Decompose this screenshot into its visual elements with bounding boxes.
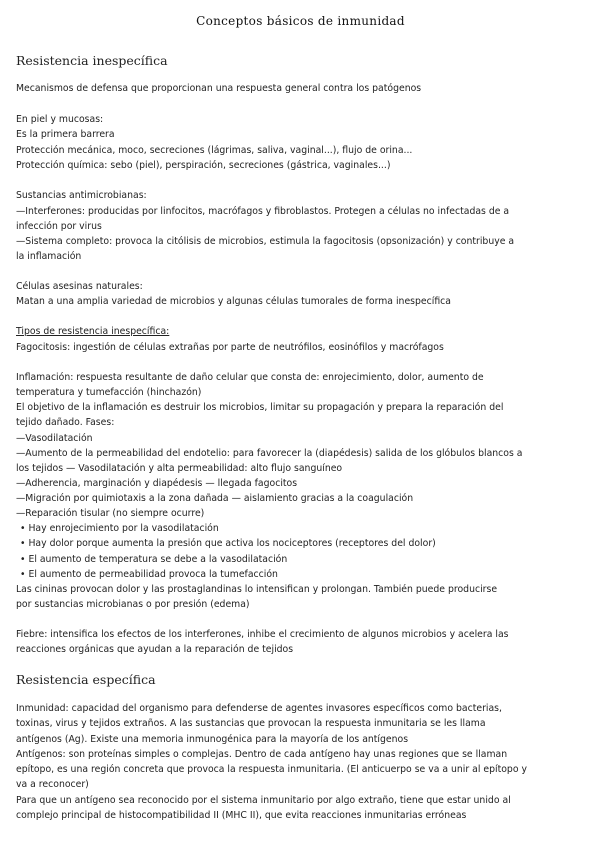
page-title: Conceptos básicos de inmunidad — [196, 14, 405, 28]
text-line: —Migración por quimiotaxis a la zona dañada — aislamiento gracias a la coagulación — [16, 493, 414, 504]
text-line: Es la primera barrera — [16, 129, 115, 140]
text-line: —Reparación tisular (no siempre ocurre) — [16, 508, 205, 519]
text-line: —Vasodilatación — [16, 433, 93, 444]
text-line: Las cininas provocan dolor y las prostaglandinas lo intensifican y prolongan. También puede producirse — [16, 584, 498, 595]
bullet-item: • Hay enrojecimiento por la vasodilatación — [20, 523, 219, 534]
text-line: la inflamación — [16, 251, 82, 262]
text-line: En piel y mucosas: — [16, 114, 104, 125]
text-line: Sustancias antimicrobianas: — [16, 190, 147, 201]
text-line: epítopo, es una región concreta que provoca la respuesta inmunitaria. (El anticuerpo se va a unir al epítopo y — [16, 764, 527, 775]
text-line: reacciones orgánicas que ayudan a la reparación de tejidos — [16, 644, 294, 655]
text-line: Células asesinas naturales: — [16, 281, 143, 292]
text-line: —Interferones: producidas por linfocitos, macrófagos y fibroblastos. Protegen a células no infectadas de a — [16, 206, 510, 217]
text-line: temperatura y tumefacción (hinchazón) — [16, 387, 202, 398]
text-line: antígenos (Ag). Existe una memoria inmunogénica para la mayoría de los antígenos — [16, 734, 409, 745]
text-line: Inflamación: respuesta resultante de daño celular que consta de: enrojecimiento, dolor, aumento de — [16, 372, 484, 383]
text-line: —Adherencia, marginación y diapédesis — llegada fagocitos — [16, 478, 298, 489]
text-line: toxinas, virus y tejidos extraños. A las sustancias que provocan la respuesta inmunitaria se les llama — [16, 718, 486, 729]
bullet-item: • Hay dolor porque aumenta la presión que activa los nociceptores (receptores del dolor) — [20, 538, 436, 549]
text-line: complejo principal de histocompatibilidad II (MHC II), que evita reacciones inmunitarias erróneas — [16, 810, 467, 821]
text-line: Protección química: sebo (piel), perspiración, secreciones (gástrica, vaginales...) — [16, 160, 391, 171]
text-line: Inmunidad: capacidad del organismo para defenderse de agentes invasores específicos como bacterias, — [16, 703, 502, 714]
section-heading-especifica: Resistencia específica — [16, 672, 156, 687]
text-line: tejido dañado. Fases: — [16, 417, 115, 428]
text-line: infección por virus — [16, 221, 102, 232]
text-line: Matan a una amplia variedad de microbios y algunas células tumorales de forma inespecífica — [16, 296, 451, 307]
text-line: por sustancias microbianas o por presión (edema) — [16, 599, 250, 610]
text-line: —Sistema completo: provoca la citólisis de microbios, estimula la fagocitosis (opsonización) y contribuye a — [16, 236, 515, 247]
text-line: Fagocitosis: ingestión de células extrañas por parte de neutrófilos, eosinófilos y macrófagos — [16, 342, 444, 353]
text-line: —Aumento de la permeabilidad del endotelio: para favorecer la (diapédesis) salida de los glóbulos blancos a — [16, 448, 523, 459]
text-line: El objetivo de la inflamación es destruir los microbios, limitar su propagación y prepara la reparación del — [16, 402, 504, 413]
text-line: Para que un antígeno sea reconocido por el sistema inmunitario por algo extraño, tiene que estar unido al — [16, 795, 511, 806]
text-line: Fiebre: intensifica los efectos de los interferones, inhibe el crecimiento de algunos microbios y acelera las — [16, 629, 509, 640]
text-line: los tejidos — Vasodilatación y alta permeabilidad: alto flujo sanguíneo — [16, 463, 343, 474]
text-line: va a reconocer) — [16, 779, 89, 790]
subheading-tipos: Tipos de resistencia inespecífica: — [16, 326, 170, 337]
bullet-item: • El aumento de temperatura se debe a la vasodilatación — [20, 554, 288, 565]
text-line: Mecanismos de defensa que proporcionan una respuesta general contra los patógenos — [16, 83, 422, 94]
text-line: Protección mecánica, moco, secreciones (lágrimas, saliva, vaginal...), flujo de orina... — [16, 145, 413, 156]
text-line: Antígenos: son proteínas simples o complejas. Dentro de cada antígeno hay unas regiones que se llaman — [16, 749, 508, 760]
section-heading-inespecifica: Resistencia inespecífica — [16, 53, 168, 68]
bullet-item: • El aumento de permeabilidad provoca la tumefacción — [20, 569, 278, 580]
